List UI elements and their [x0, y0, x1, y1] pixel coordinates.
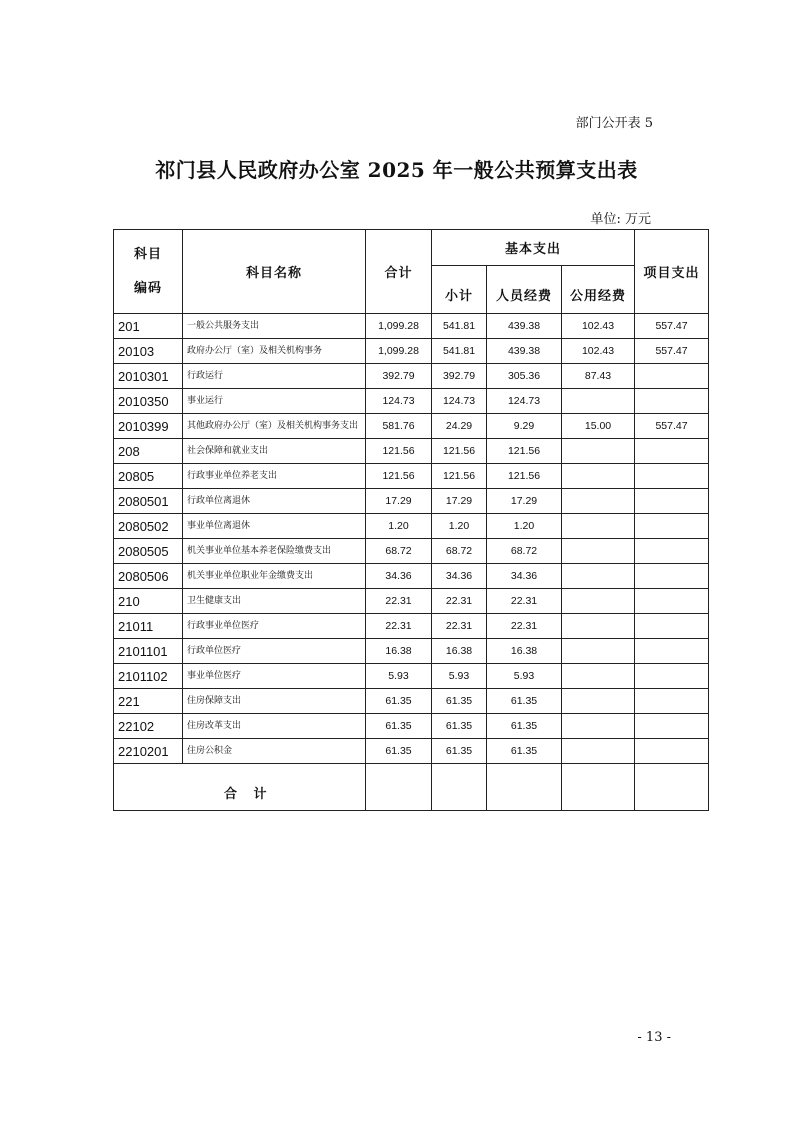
header-total: 合计 — [366, 230, 432, 314]
cell-total: 61.35 — [366, 689, 432, 714]
cell-subtotal: 121.56 — [432, 464, 487, 489]
cell-code: 2080501 — [114, 489, 183, 514]
cell-public — [562, 614, 635, 639]
cell-personnel: 61.35 — [487, 689, 562, 714]
cell-total: 1.20 — [366, 514, 432, 539]
cell-personnel: 22.31 — [487, 614, 562, 639]
cell-subtotal: 16.38 — [432, 639, 487, 664]
cell-name: 行政运行 — [183, 364, 366, 389]
cell-subtotal: 1.20 — [432, 514, 487, 539]
cell-project — [635, 739, 709, 764]
cell-subtotal: 5.93 — [432, 664, 487, 689]
cell-name: 事业单位医疗 — [183, 664, 366, 689]
cell-subtotal: 34.36 — [432, 564, 487, 589]
cell-project — [635, 564, 709, 589]
cell-public — [562, 539, 635, 564]
cell-personnel: 1.20 — [487, 514, 562, 539]
cell-personnel: 9.29 — [487, 414, 562, 439]
cell-total: 17.29 — [366, 489, 432, 514]
header-public: 公用经费 — [562, 266, 635, 314]
cell-total: 34.36 — [366, 564, 432, 589]
cell-public — [562, 489, 635, 514]
cell-project — [635, 664, 709, 689]
cell-code: 22102 — [114, 714, 183, 739]
cell-public: 87.43 — [562, 364, 635, 389]
cell-subtotal: 17.29 — [432, 489, 487, 514]
cell-total: 61.35 — [366, 739, 432, 764]
cell-project — [635, 389, 709, 414]
cell-name: 住房保障支出 — [183, 689, 366, 714]
cell-name: 住房改革支出 — [183, 714, 366, 739]
cell-project — [635, 689, 709, 714]
page-title: 祁门县人民政府办公室 2025 年一般公共预算支出表 — [155, 158, 638, 182]
cell-code: 2010350 — [114, 389, 183, 414]
cell-project — [635, 589, 709, 614]
page-number: - 13 - — [637, 1030, 671, 1045]
cell-project — [635, 614, 709, 639]
cell-total: 22.31 — [366, 589, 432, 614]
cell-code: 2010399 — [114, 414, 183, 439]
total-project — [635, 764, 709, 811]
cell-code: 2210201 — [114, 739, 183, 764]
header-name: 科目名称 — [183, 230, 366, 314]
cell-public — [562, 589, 635, 614]
cell-project — [635, 364, 709, 389]
cell-project — [635, 714, 709, 739]
table-row — [114, 664, 709, 689]
cell-name: 其他政府办公厅（室）及相关机构事务支出 — [183, 414, 366, 439]
table-row — [114, 439, 709, 464]
cell-project: 557.47 — [635, 339, 709, 364]
total-subtotal — [432, 764, 487, 811]
table-row — [114, 364, 709, 389]
cell-total: 61.35 — [366, 714, 432, 739]
cell-name: 行政单位离退休 — [183, 489, 366, 514]
cell-code: 2080506 — [114, 564, 183, 589]
cell-code: 2101101 — [114, 639, 183, 664]
table-row — [114, 464, 709, 489]
total-label: 合 计 — [114, 764, 366, 811]
cell-code: 20805 — [114, 464, 183, 489]
total-personnel — [487, 764, 562, 811]
table-row — [114, 414, 709, 439]
cell-subtotal: 24.29 — [432, 414, 487, 439]
cell-name: 机关事业单位职业年金缴费支出 — [183, 564, 366, 589]
cell-personnel: 305.36 — [487, 364, 562, 389]
cell-project — [635, 639, 709, 664]
header-code-top: 科目 — [133, 246, 162, 262]
cell-subtotal: 541.81 — [432, 314, 487, 339]
cell-public: 102.43 — [562, 339, 635, 364]
header-subtotal: 小计 — [432, 266, 487, 314]
cell-code: 210 — [114, 589, 183, 614]
cell-total: 68.72 — [366, 539, 432, 564]
cell-subtotal: 61.35 — [432, 689, 487, 714]
header-basic: 基本支出 — [432, 230, 635, 266]
table-row — [114, 514, 709, 539]
header-code — [114, 230, 183, 314]
cell-personnel: 121.56 — [487, 439, 562, 464]
cell-public — [562, 439, 635, 464]
cell-personnel: 68.72 — [487, 539, 562, 564]
table-row — [114, 564, 709, 589]
cell-personnel: 439.38 — [487, 339, 562, 364]
cell-project — [635, 464, 709, 489]
cell-code: 208 — [114, 439, 183, 464]
cell-code: 20103 — [114, 339, 183, 364]
cell-personnel: 61.35 — [487, 714, 562, 739]
table-row — [114, 314, 709, 339]
cell-public — [562, 389, 635, 414]
cell-code: 2010301 — [114, 364, 183, 389]
cell-name: 社会保障和就业支出 — [183, 439, 366, 464]
cell-public — [562, 664, 635, 689]
cell-total: 581.76 — [366, 414, 432, 439]
cell-subtotal: 61.35 — [432, 739, 487, 764]
cell-name: 行政事业单位养老支出 — [183, 464, 366, 489]
cell-subtotal: 121.56 — [432, 439, 487, 464]
cell-public — [562, 564, 635, 589]
total-total — [366, 764, 432, 811]
cell-total: 121.56 — [366, 464, 432, 489]
cell-personnel: 5.93 — [487, 664, 562, 689]
cell-name: 行政事业单位医疗 — [183, 614, 366, 639]
cell-total: 124.73 — [366, 389, 432, 414]
cell-total: 22.31 — [366, 614, 432, 639]
table-row — [114, 339, 709, 364]
document-label: 部门公开表 5 — [575, 116, 653, 131]
cell-personnel: 121.56 — [487, 464, 562, 489]
cell-code: 2080505 — [114, 539, 183, 564]
cell-code: 2080502 — [114, 514, 183, 539]
cell-project — [635, 514, 709, 539]
cell-project — [635, 489, 709, 514]
cell-total: 392.79 — [366, 364, 432, 389]
cell-subtotal: 124.73 — [432, 389, 487, 414]
cell-total: 5.93 — [366, 664, 432, 689]
cell-subtotal: 541.81 — [432, 339, 487, 364]
cell-personnel: 124.73 — [487, 389, 562, 414]
total-row — [114, 764, 709, 811]
cell-code: 2101102 — [114, 664, 183, 689]
cell-code: 221 — [114, 689, 183, 714]
table-row — [114, 589, 709, 614]
table-row — [114, 714, 709, 739]
header-personnel: 人员经费 — [487, 266, 562, 314]
cell-name: 事业运行 — [183, 389, 366, 414]
cell-name: 政府办公厅（室）及相关机构事务 — [183, 339, 366, 364]
budget-table — [113, 229, 709, 811]
cell-public: 15.00 — [562, 414, 635, 439]
cell-total: 16.38 — [366, 639, 432, 664]
cell-personnel: 16.38 — [487, 639, 562, 664]
table-row — [114, 489, 709, 514]
header-row-1 — [114, 230, 709, 266]
table-row — [114, 614, 709, 639]
cell-public — [562, 639, 635, 664]
cell-public: 102.43 — [562, 314, 635, 339]
cell-name: 一般公共服务支出 — [183, 314, 366, 339]
cell-public — [562, 514, 635, 539]
cell-personnel: 439.38 — [487, 314, 562, 339]
cell-total: 1,099.28 — [366, 314, 432, 339]
cell-public — [562, 739, 635, 764]
cell-public — [562, 714, 635, 739]
total-public — [562, 764, 635, 811]
table-row — [114, 389, 709, 414]
cell-project — [635, 439, 709, 464]
cell-total: 1,099.28 — [366, 339, 432, 364]
cell-name: 机关事业单位基本养老保险缴费支出 — [183, 539, 366, 564]
header-code-bottom: 编码 — [133, 280, 162, 296]
cell-subtotal: 22.31 — [432, 614, 487, 639]
cell-project: 557.47 — [635, 414, 709, 439]
cell-public — [562, 689, 635, 714]
table-row — [114, 539, 709, 564]
cell-code: 201 — [114, 314, 183, 339]
table-row — [114, 689, 709, 714]
cell-total: 121.56 — [366, 439, 432, 464]
unit-label: 单位: 万元 — [590, 212, 651, 227]
cell-personnel: 22.31 — [487, 589, 562, 614]
cell-subtotal: 392.79 — [432, 364, 487, 389]
cell-subtotal: 61.35 — [432, 714, 487, 739]
cell-subtotal: 68.72 — [432, 539, 487, 564]
cell-personnel: 34.36 — [487, 564, 562, 589]
cell-public — [562, 464, 635, 489]
cell-subtotal: 22.31 — [432, 589, 487, 614]
cell-project — [635, 539, 709, 564]
cell-project: 557.47 — [635, 314, 709, 339]
table-row — [114, 739, 709, 764]
cell-name: 行政单位医疗 — [183, 639, 366, 664]
cell-code: 21011 — [114, 614, 183, 639]
cell-name: 卫生健康支出 — [183, 589, 366, 614]
header-project: 项目支出 — [635, 230, 709, 314]
cell-name: 住房公积金 — [183, 739, 366, 764]
cell-name: 事业单位离退休 — [183, 514, 366, 539]
table-row — [114, 639, 709, 664]
cell-personnel: 61.35 — [487, 739, 562, 764]
cell-personnel: 17.29 — [487, 489, 562, 514]
